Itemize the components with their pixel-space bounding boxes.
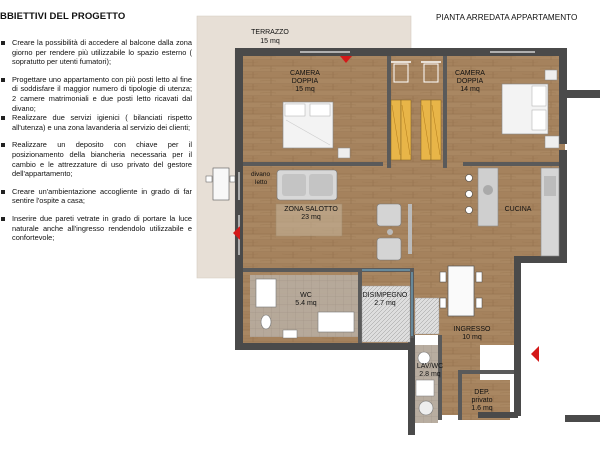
lavwc-area: 2.8 mq: [419, 371, 441, 378]
camera2-area: 14 mq: [460, 86, 480, 93]
objective-item: Inserire due pareti vetrate in grado di portare la luce naturale anche all'ingresso rendendolo utilizzabile e confortevole;: [0, 214, 192, 243]
divano-name: divano: [251, 171, 271, 178]
plan-title: PIANTA ARREDATA APPARTAMENTO: [436, 13, 578, 22]
lavwc-name: LAV/WC: [416, 363, 444, 370]
wc-area: 5.4 mq: [295, 300, 317, 307]
objective-item: Creare un'ambientazione accogliente in grado di far sentire l'ospite a casa;: [0, 187, 192, 206]
nightstand-icon: [338, 148, 350, 158]
dep-area: 1.6 mq: [471, 405, 493, 412]
nightstand-icon: [545, 136, 559, 148]
camera1-area: 15 mq: [295, 86, 315, 93]
sofa-bed-icon: [277, 170, 337, 200]
objective-item: Realizzare un deposito con chiave per il posizionamento della biancheria necessaria per il cambio e le attrezzature di uso privato del gestore dell'appartamento;: [0, 140, 192, 178]
salotto-area: 23 mq: [301, 214, 321, 221]
camera2-name: CAMERA: [455, 70, 485, 77]
cucina-name: CUCINA: [504, 206, 532, 213]
entrance-hatch: [415, 298, 439, 334]
terrazzo-area: 15 mq: [260, 38, 280, 45]
camera2-name2: DOPPIA: [456, 78, 484, 85]
objective-item: Realizzare due servizi igienici ( bilanciati rispetto all'utenza) e una zona lavanderia al servizio dei clienti;: [0, 113, 192, 132]
ingresso-name: INGRESSO: [453, 326, 491, 333]
disimpegno-area: 2.7 mq: [374, 300, 396, 307]
terrazzo-name: TERRAZZO: [251, 29, 289, 36]
tv-cabinet: [408, 204, 412, 254]
marker-entrance-icon: [531, 346, 539, 362]
objective-item: Creare la possibilità di accedere al balcone dalla zona giorno per rendere più utilizzabile lo spazio esterno ( sopratutto per utenti fumatori);: [0, 38, 192, 67]
wc-name: WC: [300, 292, 312, 299]
bed-left-icon: [283, 102, 333, 148]
ingresso-area: 10 mq: [462, 334, 482, 341]
nightstand-icon: [545, 70, 557, 80]
objectives-title: BBIETTIVI DEL PROGETTO: [0, 11, 126, 22]
salotto-name: ZONA SALOTTO: [284, 206, 338, 213]
disimpegno-name: DISIMPEGNO: [362, 292, 408, 299]
camera1-name2: DOPPIA: [291, 78, 319, 85]
objective-item: Progettare uno appartamento con più posti letto al fine di soddisfare il maggior numero di tipologie di utenza; 2 camere matrimoniali e due posti letto ricavati dal divano;: [0, 75, 192, 113]
bar-stools-icon: [466, 175, 473, 214]
divano-name2: letto: [255, 179, 268, 186]
camera1-name: CAMERA: [290, 70, 320, 77]
bed-right-icon: [502, 84, 548, 134]
dep-name: DEP.: [474, 389, 490, 396]
dep-name2: privato: [471, 397, 493, 404]
